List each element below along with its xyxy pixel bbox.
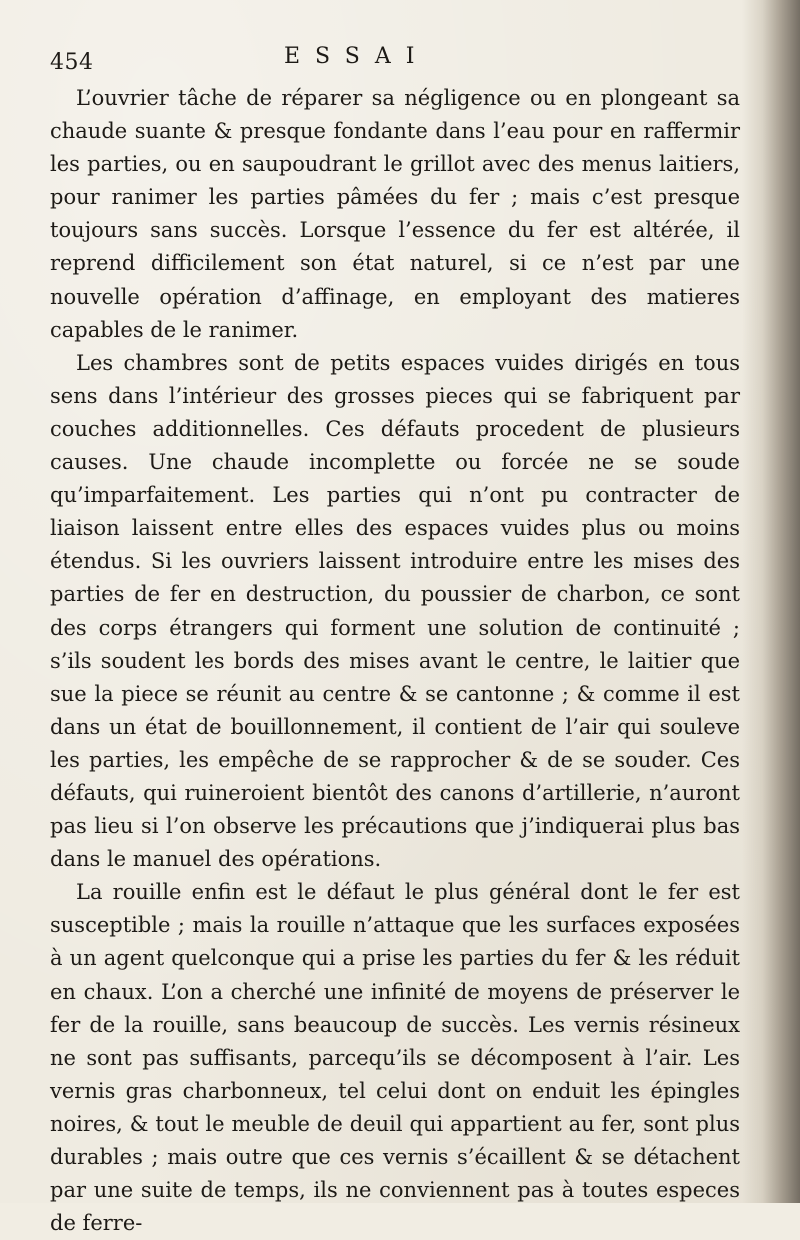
paragraph-rouille: La rouille enfin est le défaut le plus général dont le fer est susceptible ; mais la rouille n’attaque que les surfaces exposées à un agent quelconque qui a prise les parties du fer & les réduit en chaux. L’on a cherché une infinité de moyens de préserver le fer de la rouille, sans beaucoup de succès. Les vernis résineux ne sont pas suffisants, parcequ’ils se décomposent à l’air. Les vernis gras charbonneux, tel celui dont on enduit les épingles noires, & tout le meuble de deuil qui appartient au fer, sont plus durables ; mais outre que ces vernis s’écaillent & se détachent par une suite de temps, ils ne conviennent pas à toutes especes de ferre- — [50, 880, 740, 1236]
page-number: 454 — [50, 50, 94, 75]
paragraph-chambres: Les chambres sont de petits espaces vuides dirigés en tous sens dans l’intérieur des grosses pieces qui se fabriquent par couches additionnelles. Ces défauts procedent de plusieurs causes. Une chaude incomplette ou forcée ne se soude qu’imparfaitement. Les parties qui n’ont pu contracter de liaison laissent entre elles des espaces vuides plus ou moins étendus. Si les ouvriers laissent introduire entre les mises des parties de fer en destruction, du poussier de charbon, ce sont des corps étrangers qui forment une solution de continuité ; s’ils soudent les bords des mises avant le centre, le laitier que sue la piece se réunit au centre & se cantonne ; & comme il est dans un état de bouillonnement, il contient de l’air qui souleve les parties, les empêche de se rapprocher & de se souder. Ces défauts, qui ruineroient bientôt des canons d’artillerie, n’auront pas lieu si l’on observe les précautions que j’indiquerai plus bas dans le manuel des opérations. — [50, 350, 740, 872]
page-gutter-shadow — [742, 0, 800, 1203]
running-head: ESSAI — [284, 44, 430, 69]
body-text — [50, 82, 740, 1240]
page-header — [50, 44, 750, 80]
paragraph-negligence: L’ouvrier tâche de réparer sa négligence ou en plongeant sa chaude suante & presque fondante dans l’eau pour en raffermir les parties, ou en saupoudrant le grillot avec des menus laitiers, pour ranimer les parties pâmées du fer ; mais c’est presque toujours sans succès. Lorsque l’essence du fer est altérée, il reprend difficilement son état naturel, si ce n’est par une nouvelle opération d’affinage, en employant des matieres capables de le ranimer. — [50, 86, 740, 342]
